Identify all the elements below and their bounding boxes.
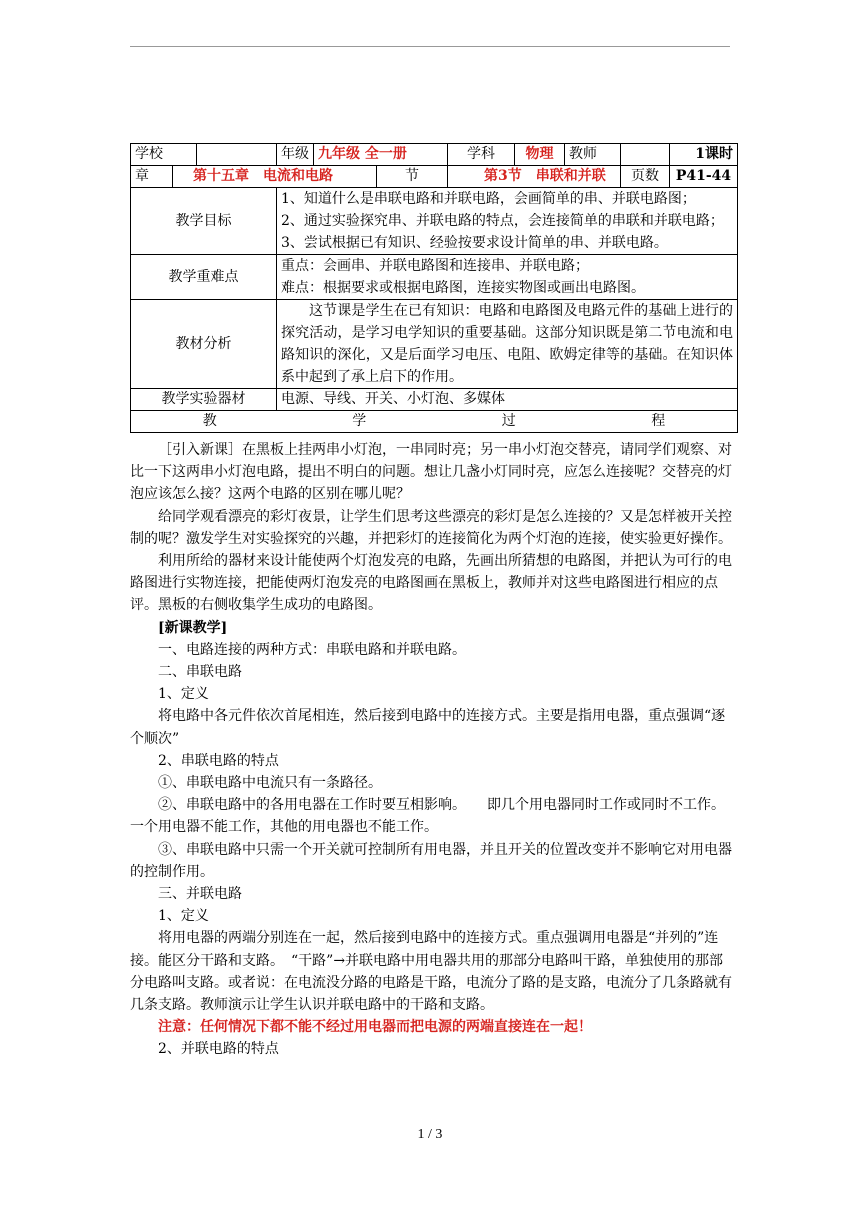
subject-label: 学科	[448, 144, 515, 166]
objective-line: 2、通过实验探究串、并联电路的特点，会连接简单的串联和并联电路；	[281, 213, 724, 229]
intro-paragraph: ［引入新课］在黑板上挂两串小灯泡，一串同时亮；另一串小灯泡交替亮，请同学们观察、对比一下这两串小灯泡电路，提出不明白的问题。想让几盏小灯同时亮，应怎么连接呢？交替亮的灯泡应该怎么接？这两个电路的区别在哪儿呢？	[130, 442, 732, 503]
list-item: ②、串联电路中的各用电器在工作时要互相影响。 即几个用电器同时工作或同时不工作。一个用电器不能工作，其他的用电器也不能工作。	[130, 797, 725, 836]
objectives-content	[277, 188, 738, 255]
subject-value: 物理	[515, 144, 565, 166]
heading: 一、电路连接的两种方式：串联电路和并联电路。	[158, 641, 466, 658]
objective-line: 3、尝试根据已有知识、经验按要求设计简单的串、并联电路。	[281, 235, 668, 251]
subheading: 1、定义	[158, 686, 209, 703]
objective-line: 1、知道什么是串联电路和并联电路，会画简单的串、并联电路图；	[281, 191, 696, 207]
objectives-row	[131, 188, 738, 255]
paragraph: 将电路中各元件依次首尾相连，然后接到电路中的连接方式。主要是指用电器，重点强调“逐个顺次”	[130, 708, 726, 747]
chapter-value: 第十五章 电流和电路	[173, 166, 377, 188]
chapter-label: 章	[131, 166, 173, 188]
school-label: 学校	[131, 144, 197, 166]
analysis-content: 这节课是学生在已有知识：电路和电路图及电路元件的基础上进行的探究活动，是学习电学知识的重要基础。这部分知识既是第二节电流和电路知识的深化，又是后面学习电压、电阻、欧姆定律等的基础。在知识体系中起到了承上启下的作用。	[277, 300, 738, 389]
paragraph: 利用所给的器材来设计能使两个灯泡发亮的电路，先画出所猜想的电路图，并把认为可行的电路图进行实物连接，把能使两灯泡发亮的电路图画在黑板上，教师并对这些电路图进行相应的点评。黑板的右侧收集学生成功的电路图。	[130, 553, 732, 614]
paragraph: 将用电器的两端分别连在一起，然后接到电路中的连接方式。重点强调用电器是“并列的”连接。能区分干路和支路。 “干路”→并联电路中用电器共用的那部分电路叫干路，单独使用的那部分电路叫支路。或者说：在电流没分路的电路是干路，电流分了路的是支路，电流分了几条路就有几条支路。教师演示让学生认识并联电路中的干路和支路。	[130, 930, 732, 1014]
process-title-char: 程	[651, 413, 666, 429]
keypoint-line: 难点：根据要求或根据电路图，连接实物图或画出电路图。	[281, 280, 645, 296]
lesson-body	[130, 439, 737, 1061]
subheading: 1、定义	[158, 908, 209, 925]
header-row-2	[131, 166, 738, 188]
equipment-label: 教学实验器材	[131, 389, 277, 411]
heading: 二、串联电路	[158, 664, 242, 681]
equipment-row	[131, 389, 738, 411]
section-value: 第3节 串联和并联	[448, 166, 621, 188]
header-row-1	[131, 144, 738, 166]
keypoints-label: 教学重难点	[131, 255, 277, 300]
paragraph: 给同学观看漂亮的彩灯夜景，让学生们思考这些漂亮的彩灯是怎么连接的？又是怎样被开关控制的呢？激发学生对实验探究的兴趣，并把彩灯的连接简化为两个灯泡的连接，使实验更好操作。	[130, 508, 732, 547]
school-value	[197, 144, 277, 166]
teacher-label: 教师	[565, 144, 621, 166]
subheading: 2、并联电路的特点	[158, 1041, 279, 1058]
grade-label: 年级	[277, 144, 314, 166]
lesson-info-table	[130, 143, 738, 433]
process-title-row	[131, 411, 738, 433]
section-heading: [新课教学]	[158, 619, 228, 636]
heading: 三、并联电路	[158, 886, 242, 903]
page-number: 1 / 3	[417, 1127, 443, 1142]
pages-value: P41-44	[670, 166, 738, 188]
list-item: ①、串联电路中电流只有一条路径。	[158, 775, 382, 792]
header-rule	[130, 46, 730, 47]
objectives-label: 教学目标	[131, 188, 277, 255]
list-item: ③、串联电路中只需一个开关就可控制所有用电器，并且开关的位置改变并不影响它对用电器的控制作用。	[130, 841, 732, 880]
analysis-row	[131, 300, 738, 389]
pages-label: 页数	[621, 166, 670, 188]
keypoints-content	[277, 255, 738, 300]
keypoints-row	[131, 255, 738, 300]
process-title-char: 过	[501, 413, 516, 429]
section-label: 节	[377, 166, 448, 188]
analysis-label: 教材分析	[131, 300, 277, 389]
process-title-char: 教	[202, 413, 217, 429]
subheading: 2、串联电路的特点	[158, 752, 279, 769]
class-hours: 1课时	[670, 144, 738, 166]
grade-value: 九年级 全一册	[314, 144, 448, 166]
equipment-value: 电源、导线、开关、小灯泡、多媒体	[277, 389, 738, 411]
process-title	[131, 411, 738, 433]
process-title-char: 学	[352, 413, 367, 429]
teacher-value	[621, 144, 670, 166]
keypoint-line: 重点：会画串、并联电路图和连接串、并联电路；	[281, 258, 589, 274]
warning-note: 注意：任何情况下都不能不经过用电器而把电源的两端直接连在一起！	[158, 1019, 592, 1036]
